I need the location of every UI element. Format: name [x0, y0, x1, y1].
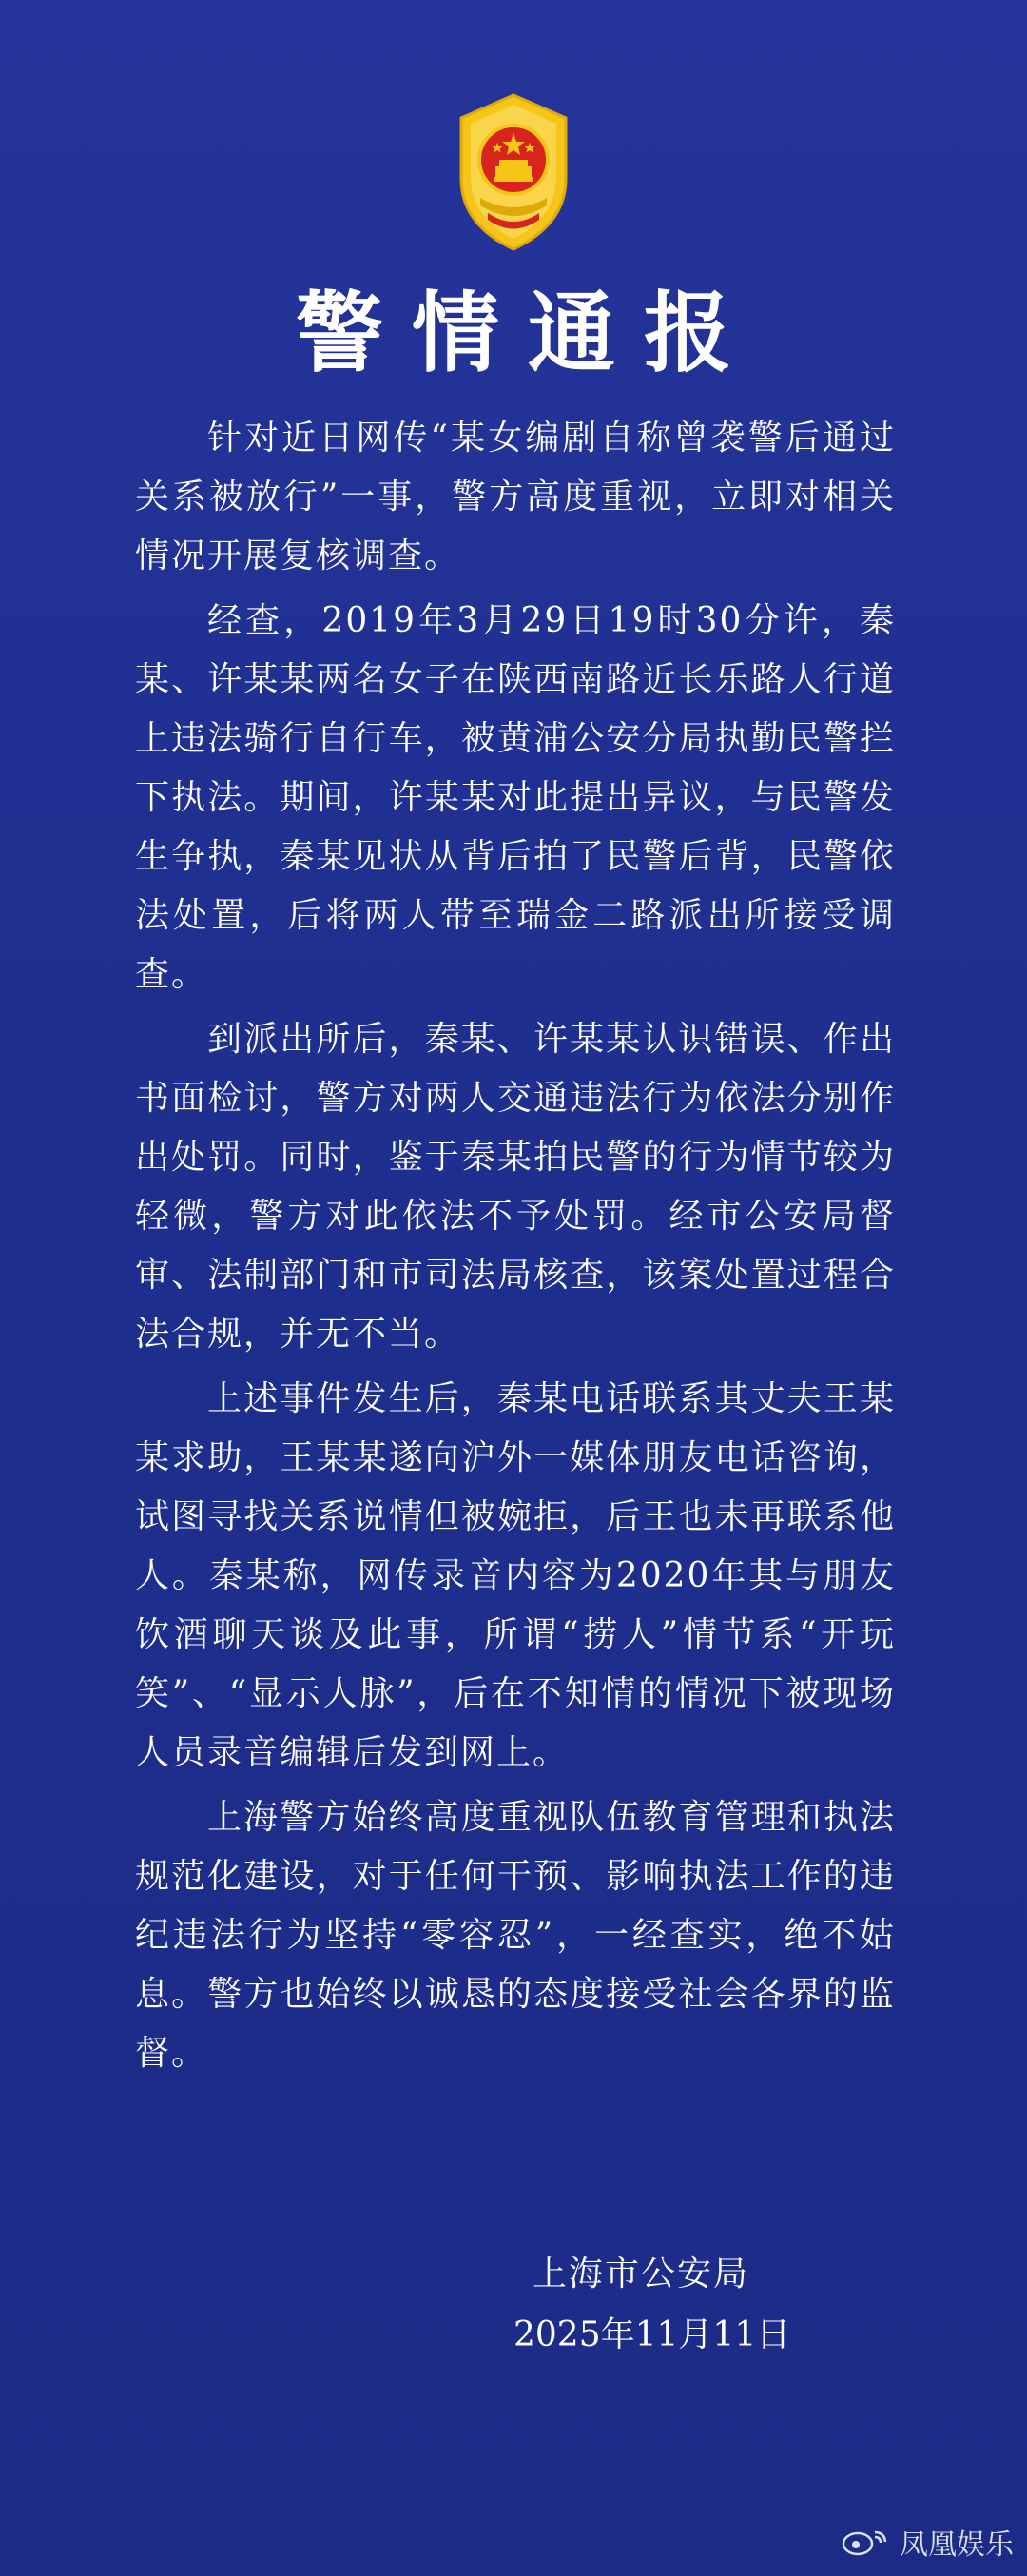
- paragraph-1: 针对近日网传“某女编剧自称曾袭警后通过关系被放行”一事，警方高度重视，立即对相关情况开展复核调查。: [135, 419, 896, 576]
- paragraph-2: 经查，2019年3月29日19时30分许，秦某、许某某两名女子在陕西南路近长乐路人行道上违法骑行自行车，被黄浦公安分局执勤民警拦下执法。期间，许某某对此提出异议，与民警发生争执，秦某见状从背后拍了民警后背，民警依法处置，后将两人带至瑞金二路派出所接受调查。: [135, 601, 896, 994]
- police-emblem-icon: [452, 91, 575, 253]
- notice-title: 警情通报: [295, 283, 760, 384]
- notice-body: [135, 409, 896, 2089]
- weibo-logo-icon: [841, 2527, 894, 2557]
- watermark: [841, 2521, 1014, 2563]
- watermark-text: 凤凰娱乐: [900, 2528, 1014, 2562]
- paragraph-4: 上述事件发生后，秦某电话联系其丈夫王某某求助，王某某遂向沪外一媒体朋友电话咨询，试图寻找关系说情但被婉拒，后王也未再联系他人。秦某称，网传录音内容为2020年其与朋友饮酒聊天谈及此事，所谓“捞人”情节系“开玩笑”、“显示人脉”，后在不知情的情况下被现场人员录音编辑后发到网上。: [135, 1379, 896, 1772]
- paragraph-5: 上海警方始终高度重视队伍教育管理和执法规范化建设，对于任何干预、影响执法工作的违纪违法行为坚持“零容忍”，一经查实，绝不姑息。警方也始终以诚恳的态度接受社会各界的监督。: [135, 1798, 896, 2073]
- issuing-organization: 上海市公安局: [533, 2254, 750, 2293]
- issue-date: 2025年11月11日: [514, 2315, 791, 2354]
- paragraph-3: 到派出所后，秦某、许某某认识错误、作出书面检讨，警方对两人交通违法行为依法分别作出处罚。同时，鉴于秦某拍民警的行为情节较为轻微，警方对此依法不予处罚。经市公安局督审、法制部门和市司法局核查，该案处置过程合法合规，并无不当。: [135, 1020, 896, 1354]
